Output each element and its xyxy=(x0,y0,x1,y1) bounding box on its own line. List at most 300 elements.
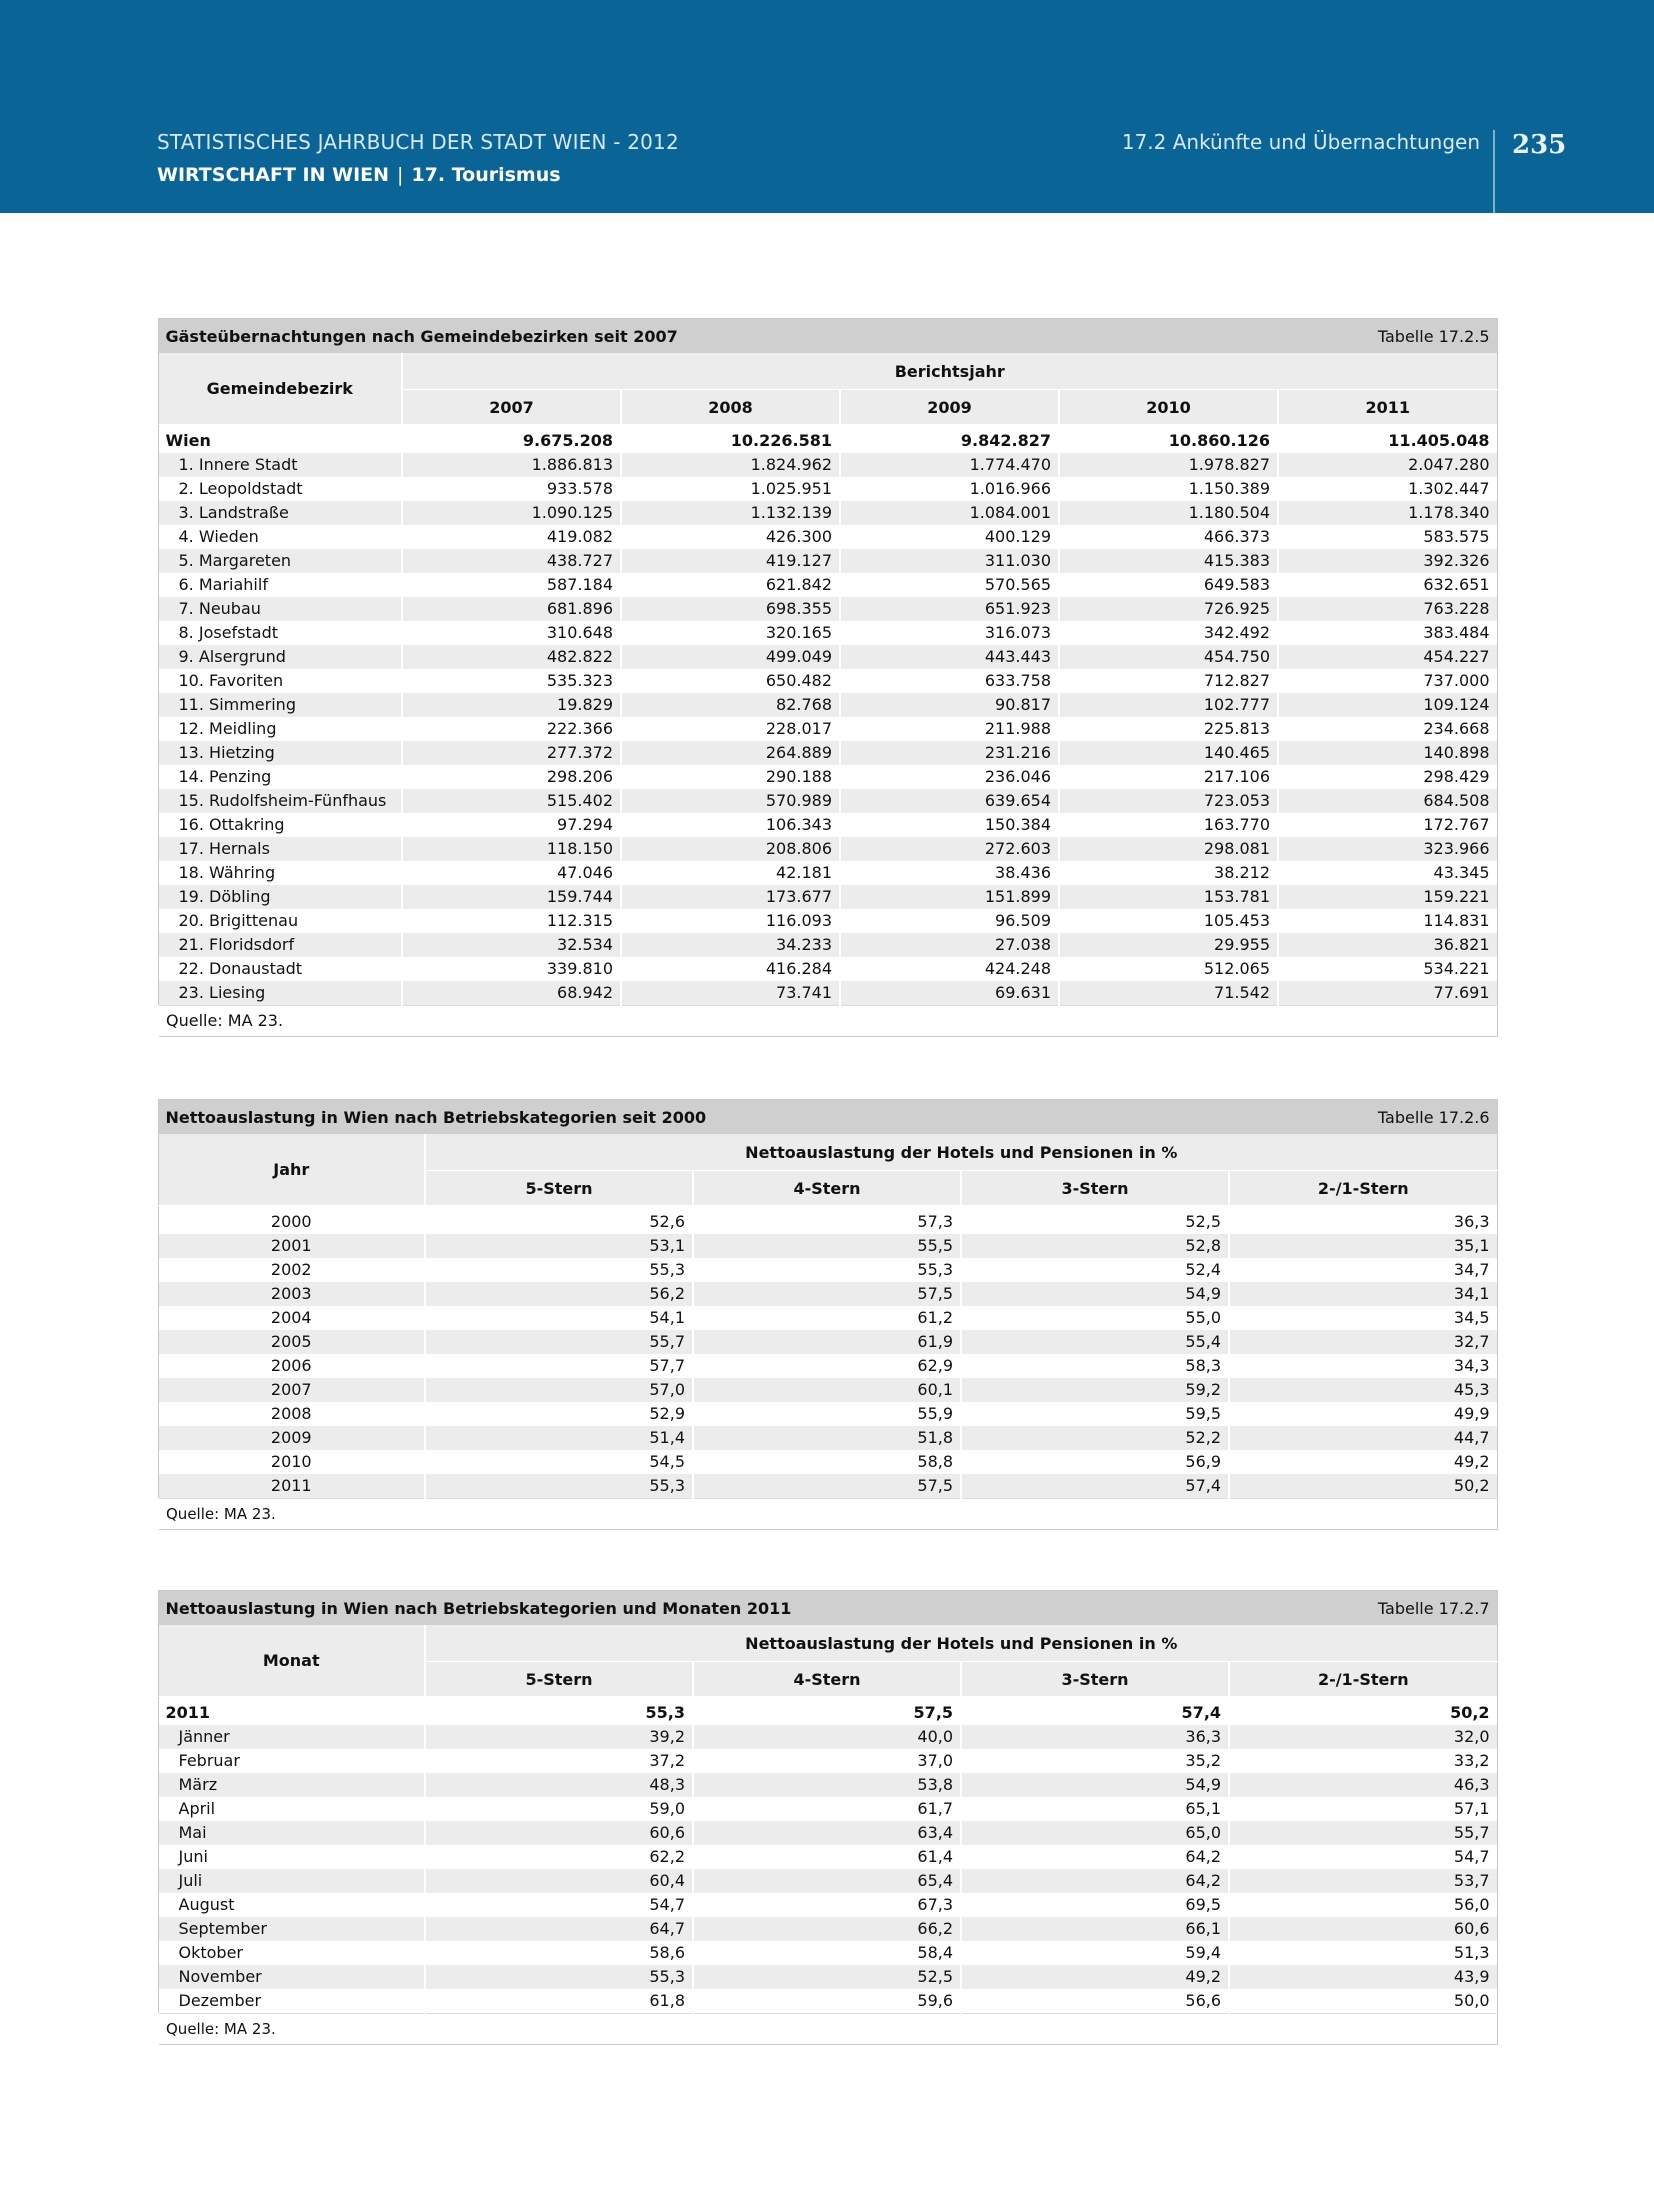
cell-value: 51,8 xyxy=(693,1426,961,1450)
table-nettoauslastung-monate xyxy=(157,1590,1498,2045)
cell-value: 43,9 xyxy=(1229,1965,1497,1989)
row-label: 9. Alsergrund xyxy=(158,645,402,669)
cell-value: 55,5 xyxy=(693,1234,961,1258)
cell-value: 65,4 xyxy=(693,1869,961,1893)
row-header: Monat xyxy=(158,1625,425,1696)
cell-value: 69,5 xyxy=(961,1893,1229,1917)
table-row xyxy=(158,525,1497,549)
cell-value: 52,5 xyxy=(961,1205,1229,1234)
cell-value: 116.093 xyxy=(621,909,840,933)
row-label: 2008 xyxy=(270,1404,312,1423)
cell-value: 342.492 xyxy=(1059,621,1278,645)
table-row xyxy=(158,741,1497,765)
table-number: Tabelle 17.2.7 xyxy=(961,1591,1497,1626)
table-row xyxy=(158,1869,1497,1893)
cell-value: 59,5 xyxy=(961,1402,1229,1426)
cell-value: 583.575 xyxy=(1278,525,1497,549)
row-label: 5. Margareten xyxy=(158,549,402,573)
cell-value: 114.831 xyxy=(1278,909,1497,933)
row-label: 20. Brigittenau xyxy=(178,911,299,930)
cell-value: 35,1 xyxy=(1229,1234,1497,1258)
group-header: Nettoauslastung der Hotels und Pensionen in % xyxy=(425,1134,1497,1171)
cell-value: 712.827 xyxy=(1059,669,1278,693)
column-header: 3-Stern xyxy=(961,1171,1229,1206)
table-row xyxy=(158,549,1497,573)
cell-value: 1.774.470 xyxy=(840,453,1059,477)
cell-value: 43.345 xyxy=(1278,861,1497,885)
cell-value: 57,0 xyxy=(425,1378,693,1402)
table-row xyxy=(158,1354,1497,1378)
cell-value: 66,2 xyxy=(693,1917,961,1941)
column-header: 3-Stern xyxy=(961,1662,1229,1697)
cell-value: 52,9 xyxy=(425,1402,693,1426)
cell-value: 48,3 xyxy=(425,1773,693,1797)
cell-value: 32,0 xyxy=(1229,1725,1497,1749)
cell-value: 36.821 xyxy=(1278,933,1497,957)
cell-value: 50,2 xyxy=(1229,1474,1497,1499)
cell-value: 1.178.340 xyxy=(1278,501,1497,525)
table-row xyxy=(158,453,1497,477)
cell-value: 40,0 xyxy=(693,1725,961,1749)
table-title: Nettoauslastung in Wien nach Betriebskategorien und Monaten 2011 xyxy=(158,1591,961,1626)
row-label: 12. Meidling xyxy=(178,719,277,738)
cell-value: 416.284 xyxy=(621,957,840,981)
table-row xyxy=(158,1378,1497,1402)
cell-value: 63,4 xyxy=(693,1821,961,1845)
table-nettoauslastung-jahre xyxy=(157,1099,1498,1530)
cell-value: 159.221 xyxy=(1278,885,1497,909)
cell-value: 65,0 xyxy=(961,1821,1229,1845)
cell-value: 58,6 xyxy=(425,1941,693,1965)
row-label: Februar xyxy=(178,1751,240,1770)
cell-value: 57,3 xyxy=(693,1205,961,1234)
cell-value: 1.302.447 xyxy=(1278,477,1497,501)
cell-value: 651.923 xyxy=(840,597,1059,621)
cell-value: 34,5 xyxy=(1229,1306,1497,1330)
table-row xyxy=(158,717,1497,741)
cell-value: 570.565 xyxy=(840,573,1059,597)
cell-value: 1.132.139 xyxy=(621,501,840,525)
table-row xyxy=(158,1258,1497,1282)
cell-value: 454.750 xyxy=(1059,645,1278,669)
table-row xyxy=(158,957,1497,981)
row-header: Jahr xyxy=(158,1134,425,1205)
column-header: 2-/1-Stern xyxy=(1229,1171,1497,1206)
row-label: 4. Wieden xyxy=(178,527,259,546)
cell-value: 570.989 xyxy=(621,789,840,813)
row-label: 2002 xyxy=(270,1260,312,1279)
cell-value: 1.150.389 xyxy=(1059,477,1278,501)
column-header: 4-Stern xyxy=(693,1171,961,1206)
cell-value: 49,2 xyxy=(961,1965,1229,1989)
table-gaesteuebernachtungen xyxy=(157,318,1498,1037)
cell-value: 47.046 xyxy=(402,861,621,885)
section-title: 17.2 Ankünfte und Übernachtungen xyxy=(1121,130,1480,154)
cell-value: 60,6 xyxy=(425,1821,693,1845)
header-row-group xyxy=(158,353,1497,390)
cell-value: 272.603 xyxy=(840,837,1059,861)
cell-value: 698.355 xyxy=(621,597,840,621)
cell-value: 681.896 xyxy=(402,597,621,621)
row-label: 7. Neubau xyxy=(158,597,402,621)
row-label: Mai xyxy=(158,1821,425,1845)
table-row xyxy=(158,1893,1497,1917)
table-row xyxy=(158,861,1497,885)
cell-value: 46,3 xyxy=(1229,1773,1497,1797)
table-row xyxy=(158,885,1497,909)
cell-value: 515.402 xyxy=(402,789,621,813)
cell-value: 415.383 xyxy=(1059,549,1278,573)
column-header: 5-Stern xyxy=(425,1662,693,1697)
cell-value: 64,2 xyxy=(961,1845,1229,1869)
cell-value: 57,4 xyxy=(961,1474,1229,1499)
cell-value: 105.453 xyxy=(1059,909,1278,933)
table-row xyxy=(158,1426,1497,1450)
table-row xyxy=(158,1474,1497,1499)
cell-value: 52,5 xyxy=(693,1965,961,1989)
cell-value: 9.842.827 xyxy=(840,424,1059,453)
column-header: 2009 xyxy=(840,390,1059,425)
cell-value: 34,1 xyxy=(1229,1282,1497,1306)
cell-value: 102.777 xyxy=(1059,693,1278,717)
cell-value: 316.073 xyxy=(840,621,1059,645)
cell-value: 57,5 xyxy=(693,1696,961,1725)
cell-value: 512.065 xyxy=(1059,957,1278,981)
cell-value: 32.534 xyxy=(402,933,621,957)
table-row xyxy=(158,1917,1497,1941)
cell-value: 90.817 xyxy=(840,693,1059,717)
cell-value: 151.899 xyxy=(840,885,1059,909)
row-label: Dezember xyxy=(178,1991,262,2010)
cell-value: 639.654 xyxy=(840,789,1059,813)
cell-value: 61,2 xyxy=(693,1306,961,1330)
cell-value: 54,5 xyxy=(425,1450,693,1474)
page-header xyxy=(0,0,1654,213)
cell-value: 11.405.048 xyxy=(1278,424,1497,453)
cell-value: 1.084.001 xyxy=(840,501,1059,525)
cell-value: 55,3 xyxy=(425,1965,693,1989)
cell-value: 51,3 xyxy=(1229,1941,1497,1965)
cell-value: 55,3 xyxy=(425,1696,693,1725)
cell-value: 60,6 xyxy=(1229,1917,1497,1941)
cell-value: 56,0 xyxy=(1229,1893,1497,1917)
column-header: 2011 xyxy=(1278,390,1497,425)
total-row xyxy=(158,1696,1497,1725)
cell-value: 208.806 xyxy=(621,837,840,861)
table-row xyxy=(158,933,1497,957)
table-row xyxy=(158,1797,1497,1821)
table-row xyxy=(158,1821,1497,1845)
cell-value: 10.860.126 xyxy=(1059,424,1278,453)
cell-value: 37,2 xyxy=(425,1749,693,1773)
column-header: 2-/1-Stern xyxy=(1229,1662,1497,1697)
cell-value: 298.429 xyxy=(1278,765,1497,789)
row-label: 2003 xyxy=(158,1282,425,1306)
cell-value: 32,7 xyxy=(1229,1330,1497,1354)
row-label: Wien xyxy=(165,431,211,450)
cell-value: 392.326 xyxy=(1278,549,1497,573)
row-label: 16. Ottakring xyxy=(178,815,285,834)
cell-value: 55,0 xyxy=(961,1306,1229,1330)
row-label: 13. Hietzing xyxy=(158,741,402,765)
page-number: 235 xyxy=(1512,130,1567,160)
cell-value: 52,2 xyxy=(961,1426,1229,1450)
table-number: Tabelle 17.2.6 xyxy=(961,1100,1497,1135)
cell-value: 424.248 xyxy=(840,957,1059,981)
cell-value: 228.017 xyxy=(621,717,840,741)
cell-value: 222.366 xyxy=(402,717,621,741)
table-row xyxy=(158,669,1497,693)
table-body xyxy=(158,1696,1497,2044)
row-label: 23. Liesing xyxy=(158,981,402,1006)
table-row xyxy=(158,1845,1497,1869)
table-row xyxy=(158,1725,1497,1749)
total-row xyxy=(158,424,1497,453)
table-row xyxy=(158,765,1497,789)
header-row-group xyxy=(158,1134,1497,1171)
yearbook-title: STATISTISCHES JAHRBUCH DER STADT WIEN - 2012 xyxy=(157,130,679,154)
cell-value: 68.942 xyxy=(402,981,621,1006)
cell-value: 61,7 xyxy=(693,1797,961,1821)
cell-value: 60,4 xyxy=(425,1869,693,1893)
cell-value: 225.813 xyxy=(1059,717,1278,741)
cell-value: 264.889 xyxy=(621,741,840,765)
cell-value: 55,9 xyxy=(693,1402,961,1426)
table-row xyxy=(158,573,1497,597)
cell-value: 97.294 xyxy=(402,813,621,837)
cell-value: 54,9 xyxy=(961,1282,1229,1306)
cell-value: 50,2 xyxy=(1229,1696,1497,1725)
row-label: 6. Mariahilf xyxy=(178,575,268,594)
row-label: 14. Penzing xyxy=(178,767,272,786)
table-body xyxy=(158,424,1497,1036)
cell-value: 50,0 xyxy=(1229,1989,1497,2014)
cell-value: 763.228 xyxy=(1278,597,1497,621)
row-label: September xyxy=(158,1917,425,1941)
column-header: 5-Stern xyxy=(425,1171,693,1206)
cell-value: 737.000 xyxy=(1278,669,1497,693)
cell-value: 339.810 xyxy=(402,957,621,981)
cell-value: 42.181 xyxy=(621,861,840,885)
cell-value: 34.233 xyxy=(621,933,840,957)
cell-value: 57,4 xyxy=(961,1696,1229,1725)
table-title: Nettoauslastung in Wien nach Betriebskategorien seit 2000 xyxy=(158,1100,961,1135)
row-label: 2. Leopoldstadt xyxy=(178,479,303,498)
cell-value: 535.323 xyxy=(402,669,621,693)
cell-value: 38.436 xyxy=(840,861,1059,885)
table-row xyxy=(158,909,1497,933)
row-label: Juli xyxy=(158,1869,425,1893)
chapter-part: WIRTSCHAFT IN WIEN xyxy=(157,164,390,186)
row-label: 18. Währing xyxy=(178,863,276,882)
table-row xyxy=(158,621,1497,645)
cell-value: 277.372 xyxy=(402,741,621,765)
cell-value: 35,2 xyxy=(961,1749,1229,1773)
cell-value: 62,2 xyxy=(425,1845,693,1869)
row-label: 3. Landstraße xyxy=(158,501,402,525)
cell-value: 383.484 xyxy=(1278,621,1497,645)
cell-value: 53,7 xyxy=(1229,1869,1497,1893)
cell-value: 55,4 xyxy=(961,1330,1229,1354)
row-label: 19. Döbling xyxy=(158,885,402,909)
cell-value: 112.315 xyxy=(402,909,621,933)
row-header: Gemeindebezirk xyxy=(158,353,402,424)
table-row xyxy=(158,645,1497,669)
cell-value: 37,0 xyxy=(693,1749,961,1773)
cell-value: 106.343 xyxy=(621,813,840,837)
cell-value: 73.741 xyxy=(621,981,840,1006)
cell-value: 150.384 xyxy=(840,813,1059,837)
table-row xyxy=(158,477,1497,501)
cell-value: 29.955 xyxy=(1059,933,1278,957)
source-note: Quelle: MA 23. xyxy=(158,2013,1497,2044)
cell-value: 69.631 xyxy=(840,981,1059,1006)
column-header: 4-Stern xyxy=(693,1662,961,1697)
table-row xyxy=(158,789,1497,813)
column-header: 2008 xyxy=(621,390,840,425)
chapter-title xyxy=(157,164,679,186)
cell-value: 726.925 xyxy=(1059,597,1278,621)
cell-value: 61,9 xyxy=(693,1330,961,1354)
cell-value: 53,8 xyxy=(693,1773,961,1797)
cell-value: 62,9 xyxy=(693,1354,961,1378)
table-row xyxy=(158,1941,1497,1965)
cell-value: 57,1 xyxy=(1229,1797,1497,1821)
cell-value: 27.038 xyxy=(840,933,1059,957)
cell-value: 1.978.827 xyxy=(1059,453,1278,477)
cell-value: 419.127 xyxy=(621,549,840,573)
table-row xyxy=(158,1234,1497,1258)
cell-value: 311.030 xyxy=(840,549,1059,573)
cell-value: 61,4 xyxy=(693,1845,961,1869)
cell-value: 1.824.962 xyxy=(621,453,840,477)
cell-value: 1.180.504 xyxy=(1059,501,1278,525)
row-label: Juni xyxy=(178,1847,208,1866)
cell-value: 55,3 xyxy=(693,1258,961,1282)
cell-value: 438.727 xyxy=(402,549,621,573)
cell-value: 587.184 xyxy=(402,573,621,597)
cell-value: 54,7 xyxy=(1229,1845,1497,1869)
cell-value: 39,2 xyxy=(425,1725,693,1749)
header-divider xyxy=(1493,130,1495,213)
cell-value: 290.188 xyxy=(621,765,840,789)
table-body xyxy=(158,1205,1497,1529)
table-title-row xyxy=(158,1591,1497,1626)
cell-value: 54,9 xyxy=(961,1773,1229,1797)
cell-value: 34,3 xyxy=(1229,1354,1497,1378)
chapter-name: 17. Tourismus xyxy=(411,164,561,186)
cell-value: 1.886.813 xyxy=(402,453,621,477)
cell-value: 632.651 xyxy=(1278,573,1497,597)
cell-value: 1.025.951 xyxy=(621,477,840,501)
cell-value: 57,5 xyxy=(693,1282,961,1306)
row-label: 2007 xyxy=(158,1378,425,1402)
cell-value: 231.216 xyxy=(840,741,1059,765)
cell-value: 159.744 xyxy=(402,885,621,909)
cell-value: 649.583 xyxy=(1059,573,1278,597)
cell-value: 323.966 xyxy=(1278,837,1497,861)
cell-value: 59,6 xyxy=(693,1989,961,2014)
cell-value: 534.221 xyxy=(1278,957,1497,981)
table-row xyxy=(158,1450,1497,1474)
cell-value: 621.842 xyxy=(621,573,840,597)
row-label: 2010 xyxy=(270,1452,312,1471)
cell-value: 96.509 xyxy=(840,909,1059,933)
cell-value: 723.053 xyxy=(1059,789,1278,813)
cell-value: 54,1 xyxy=(425,1306,693,1330)
cell-value: 52,4 xyxy=(961,1258,1229,1282)
cell-value: 933.578 xyxy=(402,477,621,501)
cell-value: 426.300 xyxy=(621,525,840,549)
cell-value: 56,6 xyxy=(961,1989,1229,2014)
group-header: Berichtsjahr xyxy=(402,353,1497,390)
cell-value: 211.988 xyxy=(840,717,1059,741)
cell-value: 236.046 xyxy=(840,765,1059,789)
cell-value: 64,7 xyxy=(425,1917,693,1941)
cell-value: 60,1 xyxy=(693,1378,961,1402)
row-label: 2011 xyxy=(158,1474,425,1499)
row-label: 8. Josefstadt xyxy=(178,623,279,642)
cell-value: 19.829 xyxy=(402,693,621,717)
cell-value: 684.508 xyxy=(1278,789,1497,813)
row-label: 2011 xyxy=(165,1703,211,1722)
cell-value: 49,2 xyxy=(1229,1450,1497,1474)
table-row xyxy=(158,1965,1497,1989)
cell-value: 61,8 xyxy=(425,1989,693,2014)
source-row xyxy=(158,2013,1497,2044)
cell-value: 58,8 xyxy=(693,1450,961,1474)
row-label: 2000 xyxy=(270,1212,312,1231)
cell-value: 419.082 xyxy=(402,525,621,549)
source-note: Quelle: MA 23. xyxy=(158,1498,1497,1529)
row-label: 15. Rudolfsheim-Fünfhaus xyxy=(158,789,402,813)
row-label: 2001 xyxy=(158,1234,425,1258)
cell-value: 58,4 xyxy=(693,1941,961,1965)
cell-value: 59,2 xyxy=(961,1378,1229,1402)
row-label: 11. Simmering xyxy=(158,693,402,717)
table-row xyxy=(158,1749,1497,1773)
cell-value: 466.373 xyxy=(1059,525,1278,549)
cell-value: 173.677 xyxy=(621,885,840,909)
row-label: 2009 xyxy=(158,1426,425,1450)
cell-value: 10.226.581 xyxy=(621,424,840,453)
cell-value: 482.822 xyxy=(402,645,621,669)
cell-value: 140.898 xyxy=(1278,741,1497,765)
row-label: Oktober xyxy=(178,1943,243,1962)
cell-value: 57,7 xyxy=(425,1354,693,1378)
cell-value: 45,3 xyxy=(1229,1378,1497,1402)
row-label: 2005 xyxy=(158,1330,425,1354)
table-row xyxy=(158,693,1497,717)
cell-value: 633.758 xyxy=(840,669,1059,693)
cell-value: 650.482 xyxy=(621,669,840,693)
table-title-row xyxy=(158,1100,1497,1135)
table-row xyxy=(158,981,1497,1006)
cell-value: 51,4 xyxy=(425,1426,693,1450)
cell-value: 56,2 xyxy=(425,1282,693,1306)
cell-value: 82.768 xyxy=(621,693,840,717)
header-row-group xyxy=(158,1625,1497,1662)
cell-value: 38.212 xyxy=(1059,861,1278,885)
cell-value: 65,1 xyxy=(961,1797,1229,1821)
group-header: Nettoauslastung der Hotels und Pensionen in % xyxy=(425,1625,1497,1662)
cell-value: 298.206 xyxy=(402,765,621,789)
table-row xyxy=(158,1773,1497,1797)
row-label: November xyxy=(158,1965,425,1989)
chapter-separator: | xyxy=(397,164,404,186)
table-row xyxy=(158,597,1497,621)
source-row xyxy=(158,1005,1497,1036)
